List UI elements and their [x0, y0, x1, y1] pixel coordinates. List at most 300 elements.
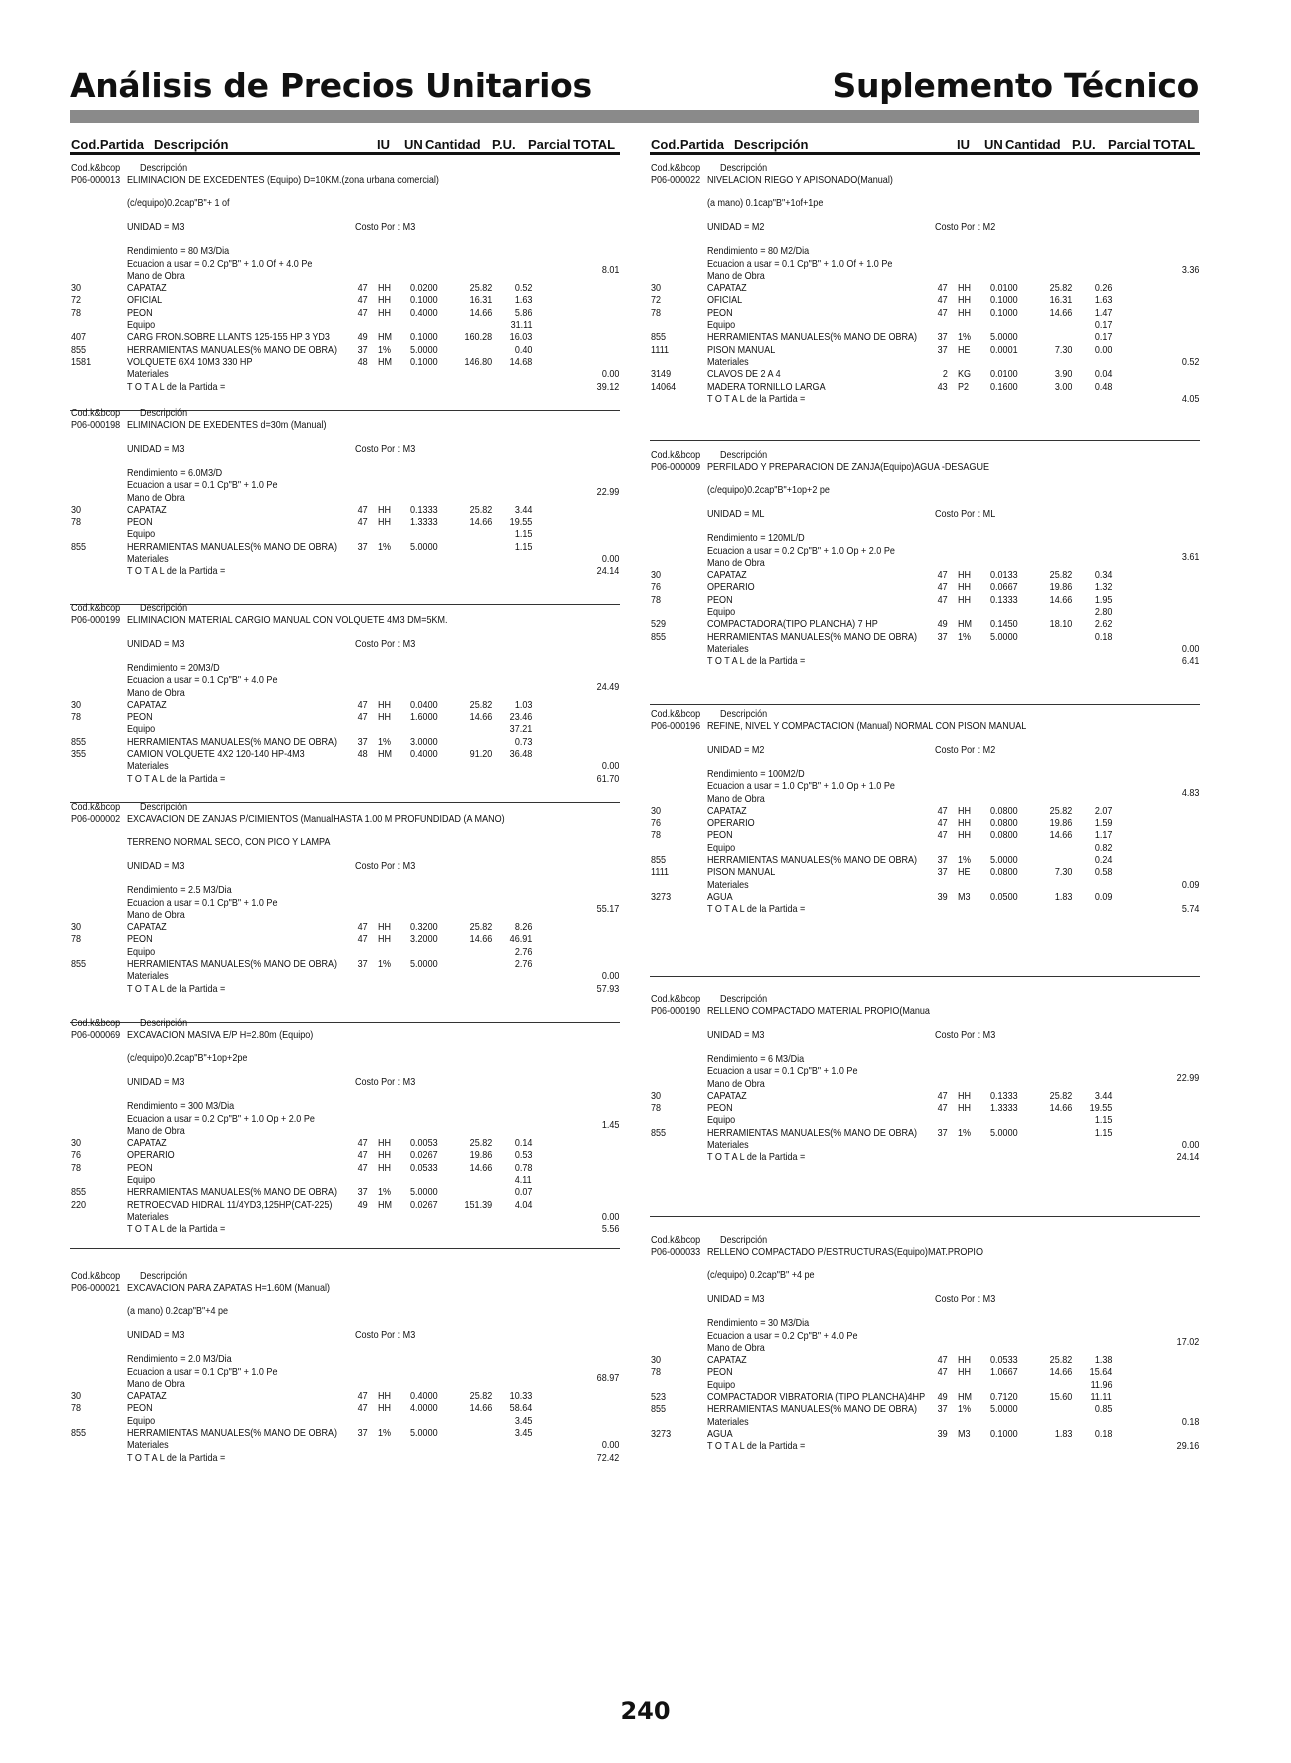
item-code: 523	[651, 1391, 667, 1403]
group-total: 8.01	[601, 263, 619, 276]
item-iu: 37	[357, 1186, 368, 1199]
item-parcial: 1.38	[1094, 1354, 1112, 1367]
item-parcial: 16.03	[509, 331, 532, 344]
block-separator	[650, 440, 1200, 441]
item-cantidad: 1.3333	[990, 1102, 1018, 1115]
group-parcial: 0.82	[1094, 841, 1112, 854]
item-iu: 47	[937, 1366, 948, 1379]
rendimiento: Rendimiento = 80 M2/Dia	[707, 245, 810, 258]
desc-label: Descripción	[720, 162, 768, 174]
group-total: 55.17	[596, 902, 619, 915]
item-code: 855	[651, 331, 667, 344]
partida-code: P06-000021	[71, 1282, 121, 1295]
total-label: T O T A L de la Partida =	[127, 982, 226, 995]
col-desc: Descripción	[734, 137, 809, 152]
item-cantidad: 5.0000	[410, 343, 438, 356]
item-cantidad: 0.0100	[990, 282, 1018, 295]
item-cantidad: 3.0000	[410, 735, 438, 748]
item-pu: 146.80	[464, 355, 492, 368]
unidad-label: UNIDAD = M3	[127, 220, 185, 233]
total-label: T O T A L de la Partida =	[707, 903, 806, 916]
item-code: 855	[651, 630, 667, 643]
item-pu: 14.66	[469, 711, 492, 724]
item-desc: PISON MANUAL	[707, 343, 776, 356]
codk-label: Cod.k&bcop	[651, 449, 701, 461]
group-label: Equipo	[707, 1378, 736, 1391]
item-cantidad: 0.0667	[990, 581, 1018, 594]
item-code: 529	[651, 618, 667, 631]
item-code: 78	[71, 306, 82, 319]
item-code: 1581	[71, 355, 92, 368]
item-cantidad: 0.0100	[990, 368, 1018, 381]
codk-label: Cod.k&bcop	[651, 162, 701, 174]
item-un: HH	[958, 593, 972, 606]
item-un: HM	[378, 355, 393, 368]
partida-title: ELIMINACION DE EXCEDENTES (Equipo) D=10KM.(zona urbana comercial)	[127, 174, 439, 187]
item-desc: VOLQUETE 6X4 10M3 330 HP	[127, 355, 253, 368]
item-pu: 7.30	[1054, 866, 1072, 879]
item-un: HE	[958, 866, 971, 879]
item-un: P2	[958, 380, 970, 393]
col-iu: IU	[957, 137, 970, 152]
item-cantidad: 0.1600	[990, 380, 1018, 393]
item-cantidad: 0.3200	[410, 921, 438, 934]
group-label: Equipo	[707, 319, 736, 331]
item-un: HH	[958, 1089, 972, 1102]
item-un: HM	[378, 748, 393, 760]
item-parcial: 3.44	[1094, 1089, 1112, 1102]
item-parcial: 1.63	[1094, 294, 1112, 307]
costo-por: Costo Por : M3	[935, 1028, 996, 1041]
item-iu: 47	[937, 1354, 948, 1367]
item-desc: CAPATAZ	[707, 804, 747, 817]
item-desc: OPERARIO	[707, 817, 755, 830]
partida-title: ELIMINACION DE EXEDENTES d=30m (Manual)	[127, 419, 327, 432]
desc-label: Descripción	[140, 162, 188, 174]
item-desc: CAPATAZ	[127, 921, 167, 934]
item-parcial: 1.15	[1094, 1126, 1112, 1139]
col-desc: Descripción	[154, 137, 229, 152]
item-parcial: 2.07	[1094, 804, 1112, 817]
item-cantidad: 1.6000	[410, 711, 438, 724]
item-parcial: 0.24	[1094, 854, 1112, 866]
item-desc: OFICIAL	[707, 294, 743, 307]
block-separator	[650, 1216, 1200, 1217]
item-un: HH	[958, 294, 972, 307]
item-cantidad: 5.0000	[990, 331, 1018, 344]
item-cantidad: 0.0500	[990, 890, 1018, 903]
item-un: M3	[958, 1427, 971, 1440]
item-cantidad: 5.0000	[410, 958, 438, 970]
item-iu: 37	[357, 540, 368, 553]
group-label: Mano de Obra	[127, 1377, 185, 1390]
block-separator	[650, 976, 1200, 977]
item-desc: CAPATAZ	[707, 569, 747, 582]
partida-code: P06-000199	[71, 614, 121, 627]
item-parcial: 2.76	[514, 958, 532, 970]
item-iu: 47	[357, 294, 368, 307]
item-desc: HERRAMIENTAS MANUALES(% MANO DE OBRA)	[707, 331, 918, 344]
item-desc: HERRAMIENTAS MANUALES(% MANO DE OBRA)	[707, 1403, 918, 1416]
total-label: T O T A L de la Partida =	[127, 772, 226, 785]
group-label: Mano de Obra	[707, 556, 765, 569]
item-pu: 7.30	[1054, 343, 1072, 356]
item-iu: 47	[937, 294, 948, 307]
group-parcial: 2.80	[1094, 606, 1112, 618]
item-code: 78	[71, 516, 82, 529]
col-un: UN	[404, 137, 423, 152]
item-iu: 47	[937, 1089, 948, 1102]
column-header-right	[650, 125, 1200, 155]
item-cantidad: 0.0133	[990, 569, 1018, 582]
ecuacion: Ecuacion a usar = 0.1 Cp"B" + 1.0 Pe	[127, 479, 278, 492]
group-label: Materiales	[127, 1439, 169, 1452]
costo-por: Costo Por : ML	[935, 507, 996, 520]
item-parcial: 1.32	[1094, 581, 1112, 594]
item-desc: OFICIAL	[127, 294, 163, 307]
left-column	[70, 125, 620, 1464]
item-cantidad: 0.1000	[410, 331, 438, 344]
item-un: HH	[378, 698, 392, 711]
item-desc: OPERARIO	[707, 581, 755, 594]
item-un: HH	[378, 1137, 392, 1150]
item-desc: PEON	[127, 306, 153, 319]
col-parcial: Parcial	[528, 137, 571, 152]
desc-label: Descripción	[140, 801, 188, 813]
item-un: HH	[378, 282, 392, 295]
block-separator	[70, 1248, 620, 1249]
item-iu: 49	[357, 331, 368, 344]
item-parcial: 19.55	[509, 516, 532, 529]
partida-total: 5.56	[601, 1223, 619, 1236]
partida-total: 61.70	[596, 772, 619, 785]
item-code: 30	[71, 698, 82, 711]
item-iu: 47	[937, 569, 948, 582]
item-parcial: 0.53	[514, 1149, 532, 1162]
partida-total: 6.41	[1181, 655, 1199, 668]
item-desc: PISON MANUAL	[707, 866, 776, 879]
group-label: Equipo	[127, 945, 156, 958]
item-un: 1%	[378, 343, 392, 356]
item-desc: HERRAMIENTAS MANUALES(% MANO DE OBRA)	[127, 343, 338, 356]
item-pu: 14.66	[1049, 306, 1072, 319]
item-iu: 47	[937, 829, 948, 842]
codk-label: Cod.k&bcop	[71, 162, 121, 174]
group-total: 22.99	[1176, 1071, 1199, 1084]
item-pu: 15.60	[1049, 1391, 1072, 1403]
item-cantidad: 0.0053	[410, 1137, 438, 1150]
item-code: 78	[651, 829, 662, 842]
item-pu: 1.83	[1054, 890, 1072, 903]
item-parcial: 0.07	[514, 1186, 532, 1199]
item-pu: 25.82	[1049, 1354, 1072, 1367]
desc-label: Descripción	[140, 602, 188, 614]
group-total: 0.00	[1181, 1139, 1199, 1151]
item-desc: AGUA	[707, 890, 733, 903]
total-label: T O T A L de la Partida =	[127, 565, 226, 578]
item-cantidad: 0.0267	[410, 1198, 438, 1211]
item-iu: 47	[357, 921, 368, 934]
unidad-label: UNIDAD = M3	[127, 442, 185, 455]
item-pu: 25.82	[1049, 282, 1072, 295]
item-desc: PEON	[707, 306, 733, 319]
item-desc: CAPATAZ	[707, 1089, 747, 1102]
item-code: 3149	[651, 368, 672, 381]
partida-note: TERRENO NORMAL SECO, CON PICO Y LAMPA	[127, 835, 331, 848]
partida-title: ELIMINACION MATERIAL CARGIO MANUAL CON VOLQUETE 4M3 DM=5KM.	[127, 614, 448, 627]
unidad-label: UNIDAD = M3	[707, 1292, 765, 1305]
item-desc: PEON	[127, 516, 153, 529]
item-un: HH	[378, 1390, 392, 1403]
rendimiento: Rendimiento = 2.0 M3/Dia	[127, 1353, 232, 1366]
item-desc: PEON	[127, 1161, 153, 1174]
item-parcial: 0.78	[514, 1161, 532, 1174]
partida-note: (a mano) 0.1cap"B"+1of+1pe	[707, 196, 824, 209]
item-un: HH	[378, 294, 392, 307]
item-cantidad: 0.1000	[410, 294, 438, 307]
item-desc: PEON	[707, 1102, 733, 1115]
item-iu: 47	[357, 516, 368, 529]
item-pu: 3.90	[1054, 368, 1072, 381]
item-desc: HERRAMIENTAS MANUALES(% MANO DE OBRA)	[127, 1186, 338, 1199]
group-label: Mano de Obra	[127, 491, 185, 504]
item-un: HH	[378, 711, 392, 724]
item-code: 855	[651, 1126, 667, 1139]
ecuacion: Ecuacion a usar = 0.2 Cp"B" + 1.0 Op + 2.0 Pe	[707, 544, 895, 557]
partida-title: EXCAVACION PARA ZAPATAS H=1.60M (Manual)	[127, 1282, 330, 1295]
group-label: Materiales	[707, 1415, 749, 1428]
item-pu: 1.83	[1054, 1427, 1072, 1440]
item-iu: 37	[937, 343, 948, 356]
item-pu: 14.66	[469, 1161, 492, 1174]
item-code: 855	[71, 958, 87, 970]
item-un: 1%	[378, 958, 392, 970]
partida-code: P06-000069	[71, 1029, 121, 1042]
group-label: Materiales	[707, 1139, 749, 1151]
item-code: 30	[71, 282, 82, 295]
item-code: 76	[651, 817, 662, 830]
item-cantidad: 0.1000	[990, 294, 1018, 307]
item-parcial: 0.40	[514, 343, 532, 356]
item-iu: 39	[937, 890, 948, 903]
item-desc: HERRAMIENTAS MANUALES(% MANO DE OBRA)	[707, 1126, 918, 1139]
item-un: HH	[958, 306, 972, 319]
item-pu: 16.31	[1049, 294, 1072, 307]
item-iu: 48	[357, 748, 368, 760]
item-parcial: 0.00	[1094, 343, 1112, 356]
ecuacion: Ecuacion a usar = 0.1 Cp"B" + 4.0 Pe	[127, 674, 278, 687]
item-un: 1%	[958, 1403, 972, 1416]
item-code: 855	[71, 343, 87, 356]
item-cantidad: 0.4000	[410, 306, 438, 319]
group-label: Materiales	[127, 970, 169, 983]
item-desc: COMPACTADORA(TIPO PLANCHA) 7 HP	[707, 618, 878, 631]
item-parcial: 3.45	[514, 1427, 532, 1439]
item-cantidad: 0.0533	[990, 1354, 1018, 1367]
item-parcial: 2.62	[1094, 618, 1112, 631]
col-cod: Cod.Partida	[651, 137, 724, 152]
item-desc: PEON	[707, 593, 733, 606]
partida-total: 72.42	[596, 1451, 619, 1464]
item-pu: 14.66	[1049, 593, 1072, 606]
item-un: 1%	[958, 630, 972, 643]
partida-total: 29.16	[1176, 1440, 1199, 1453]
item-un: HH	[378, 503, 392, 516]
costo-por: Costo Por : M3	[355, 637, 416, 650]
partida-total: 5.74	[1181, 903, 1199, 916]
item-parcial: 1.03	[514, 698, 532, 711]
item-code: 14064	[651, 380, 677, 393]
item-pu: 19.86	[469, 1149, 492, 1162]
group-total: 68.97	[596, 1371, 619, 1384]
block-separator	[650, 704, 1200, 705]
item-cantidad: 3.2000	[410, 933, 438, 946]
item-cantidad: 0.0800	[990, 829, 1018, 842]
item-desc: CAPATAZ	[707, 282, 747, 295]
item-cantidad: 5.0000	[410, 1186, 438, 1199]
item-un: HH	[378, 306, 392, 319]
item-un: KG	[958, 368, 972, 381]
item-code: 1111	[651, 343, 670, 356]
rendimiento: Rendimiento = 2.5 M3/Dia	[127, 884, 232, 897]
col-total: TOTAL	[573, 137, 616, 152]
desc-label: Descripción	[140, 1270, 188, 1282]
item-parcial: 0.85	[1094, 1403, 1112, 1416]
item-code: 78	[71, 711, 82, 724]
item-code: 78	[71, 1161, 82, 1174]
item-un: HH	[378, 1149, 392, 1162]
item-cantidad: 0.1450	[990, 618, 1018, 631]
ecuacion: Ecuacion a usar = 0.2 Cp"B" + 4.0 Pe	[707, 1329, 858, 1342]
item-cantidad: 0.7120	[990, 1391, 1018, 1403]
partida-title: EXCAVACION DE ZANJAS P/CIMIENTOS (ManualHASTA 1.00 M PROFUNDIDAD (A MANO)	[127, 813, 505, 826]
item-parcial: 0.17	[1094, 331, 1112, 344]
item-desc: HERRAMIENTAS MANUALES(% MANO DE OBRA)	[127, 735, 338, 748]
item-parcial: 36.48	[509, 748, 532, 760]
total-label: T O T A L de la Partida =	[707, 392, 806, 405]
item-iu: 37	[357, 343, 368, 356]
partida-title: NIVELACION RIEGO Y APISONADO(Manual)	[707, 174, 893, 187]
item-pu: 25.82	[469, 698, 492, 711]
item-parcial: 0.18	[1094, 630, 1112, 643]
rendimiento: Rendimiento = 100M2/D	[707, 767, 805, 780]
header-bar	[70, 110, 1199, 123]
item-code: 30	[651, 804, 662, 817]
item-un: 1%	[958, 854, 972, 866]
col-cantidad: Cantidad	[1005, 137, 1061, 152]
item-code: 30	[71, 1390, 82, 1403]
item-desc: HERRAMIENTAS MANUALES(% MANO DE OBRA)	[707, 854, 918, 866]
item-iu: 37	[357, 958, 368, 970]
item-iu: 47	[357, 933, 368, 946]
item-un: HH	[958, 817, 972, 830]
costo-por: Costo Por : M2	[935, 220, 996, 233]
item-code: 78	[71, 933, 82, 946]
unidad-label: UNIDAD = M2	[707, 220, 765, 233]
item-desc: HERRAMIENTAS MANUALES(% MANO DE OBRA)	[127, 540, 338, 553]
group-label: Equipo	[127, 1414, 156, 1427]
item-desc: OPERARIO	[127, 1149, 175, 1162]
item-iu: 47	[937, 593, 948, 606]
item-cantidad: 5.0000	[990, 630, 1018, 643]
item-parcial: 8.26	[514, 921, 532, 934]
item-cantidad: 0.0800	[990, 817, 1018, 830]
item-parcial: 1.63	[514, 294, 532, 307]
partida-code: P06-000013	[71, 174, 121, 187]
item-un: 1%	[378, 540, 392, 553]
item-un: HH	[958, 1366, 972, 1379]
item-iu: 47	[937, 1102, 948, 1115]
item-un: HH	[958, 282, 972, 295]
item-iu: 37	[937, 1126, 948, 1139]
partida-note: (c/equipo)0.2cap"B"+1op+2pe	[127, 1051, 248, 1064]
codk-label: Cod.k&bcop	[71, 801, 121, 813]
col-parcial: Parcial	[1108, 137, 1151, 152]
partida-code: P06-000190	[651, 1005, 701, 1018]
group-label: Materiales	[127, 553, 169, 565]
group-parcial: 2.76	[514, 945, 532, 958]
item-cantidad: 5.0000	[990, 854, 1018, 866]
group-total: 0.00	[601, 368, 619, 381]
item-iu: 47	[357, 282, 368, 295]
total-label: T O T A L de la Partida =	[707, 1151, 806, 1164]
group-parcial: 37.21	[509, 723, 532, 736]
total-label: T O T A L de la Partida =	[127, 1223, 226, 1236]
item-desc: PEON	[707, 1366, 733, 1379]
partida-code: P06-000033	[651, 1246, 701, 1259]
right-column	[650, 125, 1200, 1453]
item-parcial: 1.17	[1094, 829, 1112, 842]
group-label: Equipo	[127, 1174, 156, 1186]
item-iu: 37	[937, 1403, 948, 1416]
rendimiento: Rendimiento = 120ML/D	[707, 532, 805, 545]
item-parcial: 0.34	[1094, 569, 1112, 582]
item-desc: CAPATAZ	[127, 698, 167, 711]
rendimiento: Rendimiento = 300 M3/Dia	[127, 1100, 235, 1113]
item-cantidad: 0.1333	[990, 593, 1018, 606]
item-un: HM	[378, 331, 393, 344]
group-total: 3.36	[1181, 263, 1199, 276]
item-pu: 19.86	[1049, 817, 1072, 830]
ecuacion: Ecuacion a usar = 0.1 Cp"B" + 1.0 Pe	[707, 1065, 858, 1078]
item-cantidad: 0.1333	[410, 503, 438, 516]
item-iu: 43	[937, 380, 948, 393]
rendimiento: Rendimiento = 6.0M3/D	[127, 466, 223, 479]
costo-por: Costo Por : M3	[355, 220, 416, 233]
partida-title: REFINE, NIVEL Y COMPACTACION (Manual) NORMAL CON PISON MANUAL	[707, 720, 1027, 733]
item-cantidad: 0.4000	[410, 748, 438, 760]
item-parcial: 0.52	[514, 282, 532, 295]
item-iu: 47	[357, 306, 368, 319]
item-code: 855	[651, 854, 667, 866]
group-label: Materiales	[127, 1210, 169, 1223]
partida-code: P06-000196	[651, 720, 701, 733]
group-label: Equipo	[127, 319, 156, 331]
item-code: 30	[651, 569, 662, 582]
group-total: 3.61	[1181, 550, 1199, 563]
item-code: 30	[651, 1089, 662, 1102]
item-un: HM	[958, 618, 973, 631]
item-code: 3273	[651, 1427, 672, 1440]
item-un: HH	[958, 1354, 972, 1367]
partida-total: 39.12	[596, 380, 619, 393]
codk-label: Cod.k&bcop	[651, 1234, 701, 1246]
item-iu: 47	[937, 804, 948, 817]
item-cantidad: 0.0533	[410, 1161, 438, 1174]
codk-label: Cod.k&bcop	[71, 407, 121, 419]
item-iu: 47	[357, 1137, 368, 1150]
item-parcial: 11.11	[1090, 1391, 1112, 1403]
